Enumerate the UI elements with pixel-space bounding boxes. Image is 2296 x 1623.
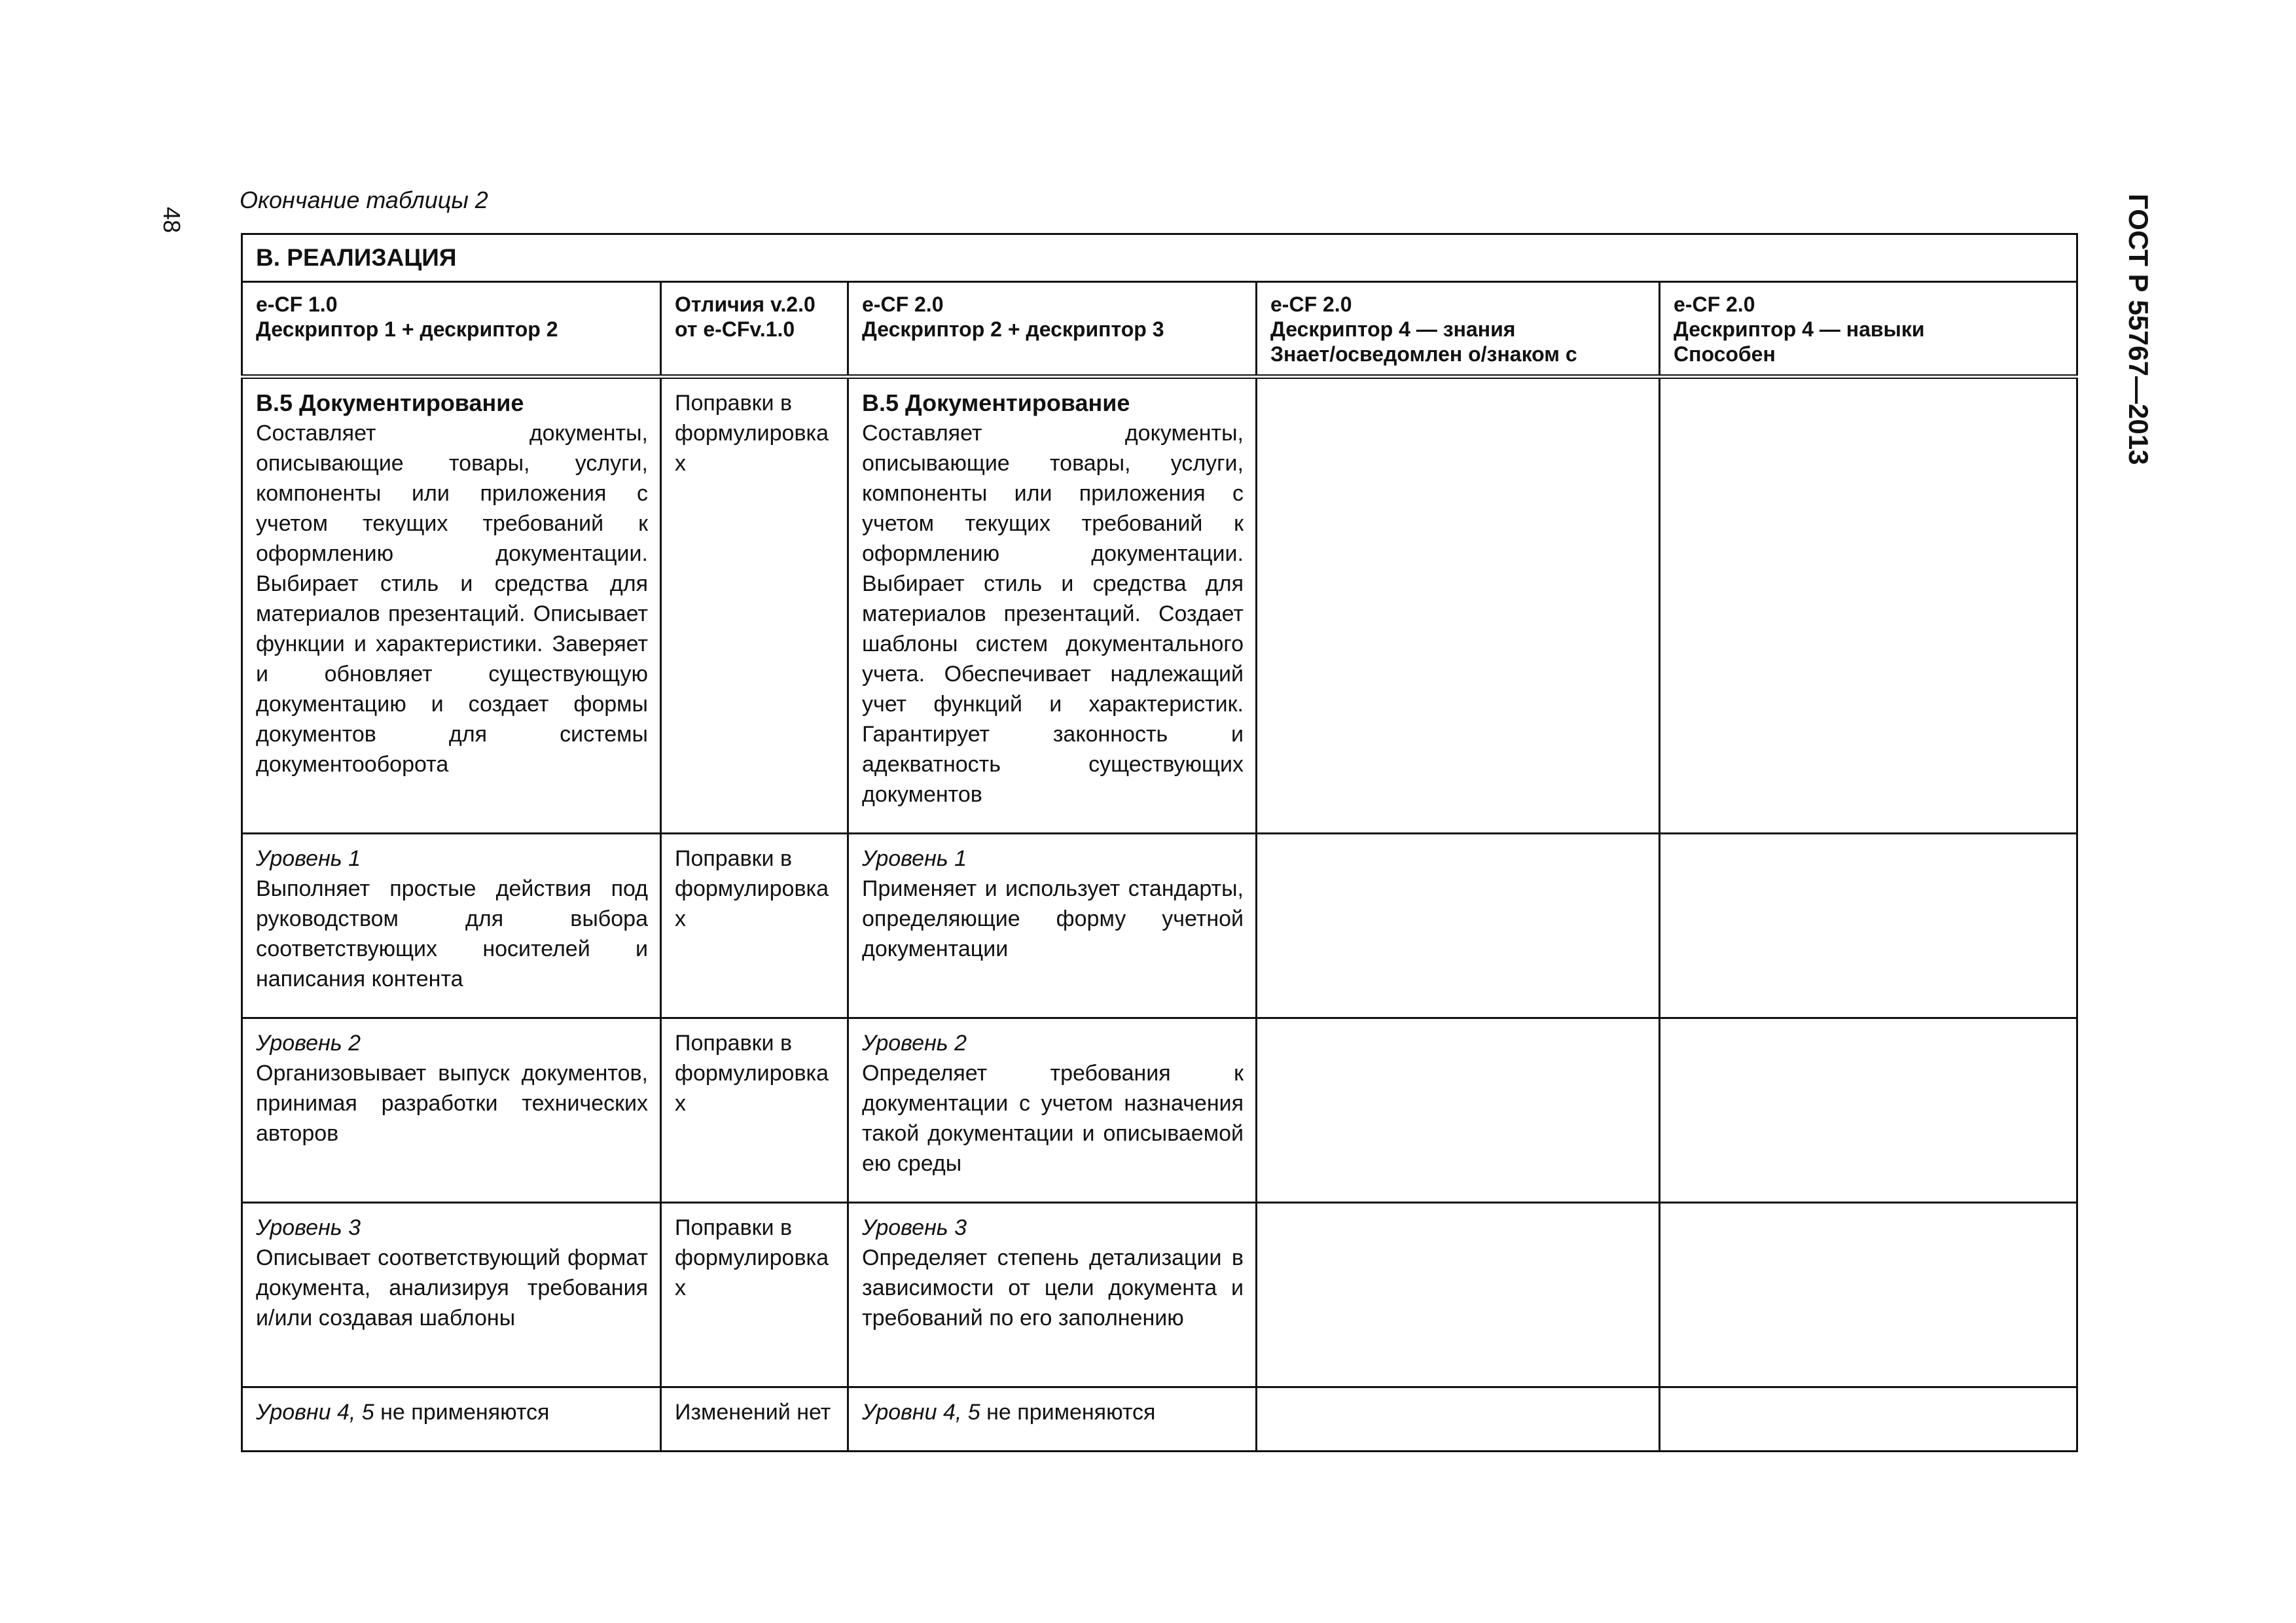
- table-cell: [1257, 1387, 1660, 1452]
- level-title: Уровень 1: [862, 846, 967, 871]
- table-cell: [1257, 377, 1660, 834]
- cell-text: Составляет документы, описывающие товары, услуги, компоненты или приложения с учетом текущих требований к оформлению документации. Выбирает стиль и средства для материалов презентаций. Создает шаблоны систем документального учета. Обеспечивает надлежащий учет функций и характеристик. Гарантирует законность и адекватность существующих документов: [862, 421, 1244, 807]
- cell-text: Изменений нет: [675, 1400, 831, 1425]
- header-line: e-CF 2.0: [1270, 293, 1352, 316]
- cell-text: Поправки в формулировках: [675, 1215, 829, 1300]
- header-cell: [848, 282, 1257, 377]
- section-title: B. РЕАЛИЗАЦИЯ: [242, 234, 2077, 282]
- header-line: Способен: [1674, 342, 1776, 366]
- table-row: [242, 377, 2077, 834]
- header-line: Отличия v.2.0: [675, 293, 816, 316]
- cell-text: Поправки в формулировках: [675, 846, 829, 931]
- header-row: [242, 282, 2077, 377]
- header-line: Дескриптор 4 — навыки: [1674, 317, 1925, 341]
- level-title: Уровень 3: [862, 1215, 967, 1240]
- level-title: Уровни 4, 5: [862, 1400, 980, 1425]
- table-cell: [848, 1018, 1257, 1203]
- competence-title: B.5 Документирование: [256, 389, 524, 416]
- header-cell: [661, 282, 848, 377]
- header-cell: [1660, 282, 2077, 377]
- table-cell: [1660, 377, 2077, 834]
- cell-text: Определяет требования к документации с учетом назначения такой документации и описываемой ею среды: [862, 1061, 1244, 1176]
- table-cell: [242, 1387, 661, 1452]
- level-title: Уровень 2: [862, 1031, 967, 1056]
- cell-text: Поправки в формулировках: [675, 391, 829, 476]
- table-cell: [1257, 1018, 1660, 1203]
- header-line: Знает/осведомлен о/знаком с: [1270, 342, 1577, 366]
- header-cell: [242, 282, 661, 377]
- level-title: Уровень 3: [256, 1215, 361, 1240]
- level-title: Уровень 1: [256, 846, 361, 871]
- level-title: Уровни 4, 5: [256, 1400, 374, 1425]
- cell-text: Определяет степень детализации в зависимости от цели документа и требований по его заполнению: [862, 1245, 1244, 1330]
- table-cell: [1660, 1018, 2077, 1203]
- table-cell: [1660, 1387, 2077, 1452]
- table-cell: [1257, 834, 1660, 1018]
- table-row: [242, 1387, 2077, 1452]
- cell-text: Поправки в формулировках: [675, 1031, 829, 1116]
- table-cell: [848, 834, 1257, 1018]
- cell-text: не применяются: [980, 1400, 1156, 1425]
- header-line: e-CF 2.0: [862, 293, 944, 316]
- cell-text: Составляет документы, описывающие товары, услуги, компоненты или приложения с учетом текущих требований к оформлению документации. Выбирает стиль и средства для материалов презентаций. Описывает функции и характеристики. Заверяет и обновляет существующую документацию и создает формы документов для системы документооборота: [256, 421, 648, 777]
- header-line: e-CF 2.0: [1674, 293, 1755, 316]
- header-cell: [1257, 282, 1660, 377]
- table-cell: [661, 834, 848, 1018]
- standard-code: ГОСТ Р 55767—2013: [2123, 194, 2154, 465]
- cell-text: Выполняет простые действия под руководством для выбора соответствующих носителей и написания контента: [256, 876, 648, 991]
- table-cell: [1257, 1203, 1660, 1387]
- competence-table: [241, 233, 2078, 1452]
- table-cell: [1660, 834, 2077, 1018]
- table-cell: [661, 1018, 848, 1203]
- cell-text: Описывает соответствующий формат документа, анализируя требования и/или создавая шаблоны: [256, 1245, 648, 1330]
- table-cell: [242, 1018, 661, 1203]
- header-line: Дескриптор 2 + дескриптор 3: [862, 317, 1164, 341]
- cell-text: не применяются: [374, 1400, 550, 1425]
- table-cell: [848, 1387, 1257, 1452]
- cell-text: Применяет и использует стандарты, определяющие форму учетной документации: [862, 876, 1244, 961]
- table-cell: [242, 834, 661, 1018]
- section-row: [242, 234, 2077, 282]
- cell-text: Организовывает выпуск документов, принимая разработки технических авторов: [256, 1061, 648, 1146]
- table-row: [242, 1203, 2077, 1387]
- table-cell: [242, 377, 661, 834]
- table-cell: [661, 1203, 848, 1387]
- table-row: [242, 834, 2077, 1018]
- header-line: Дескриптор 4 — знания: [1270, 317, 1516, 341]
- competence-title: B.5 Документирование: [862, 389, 1130, 416]
- table-cell: [1660, 1203, 2077, 1387]
- table-row: [242, 1018, 2077, 1203]
- table-cell: [848, 377, 1257, 834]
- header-line: e-CF 1.0: [256, 293, 338, 316]
- table-cell: [661, 1387, 848, 1452]
- table-caption: Окончание таблицы 2: [240, 187, 488, 213]
- table-cell: [661, 377, 848, 834]
- page-number: 48: [158, 207, 185, 234]
- header-line: от e-CFv.1.0: [675, 317, 795, 341]
- header-line: Дескриптор 1 + дескриптор 2: [256, 317, 558, 341]
- table-cell: [848, 1203, 1257, 1387]
- table-cell: [242, 1203, 661, 1387]
- level-title: Уровень 2: [256, 1031, 361, 1056]
